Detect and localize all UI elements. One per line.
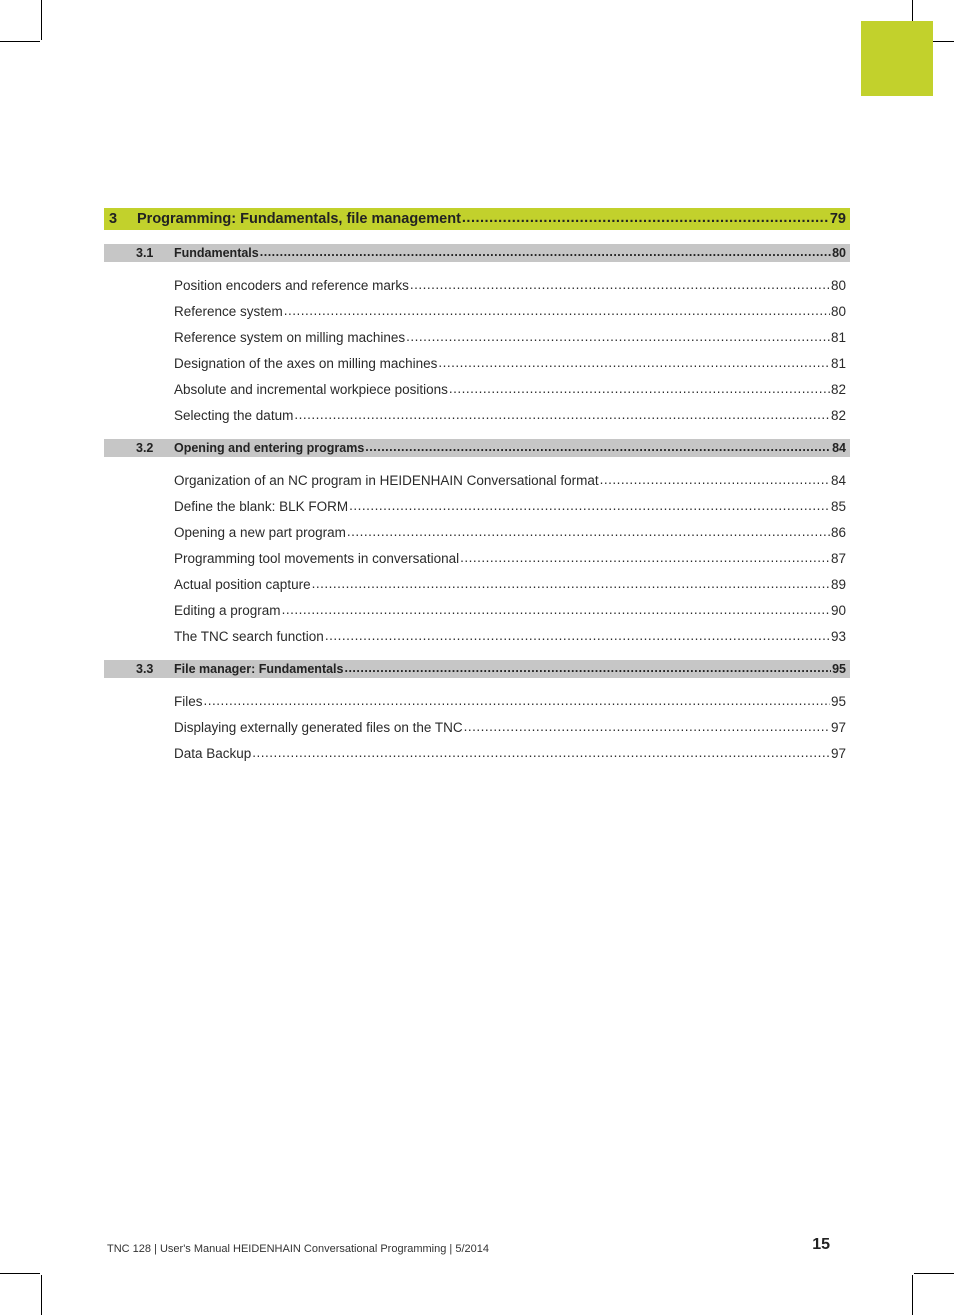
entry-page: 93 bbox=[830, 628, 846, 644]
dot-leader bbox=[252, 745, 830, 760]
entry-title: The TNC search function bbox=[174, 628, 324, 644]
dot-leader bbox=[406, 329, 830, 344]
toc-entry[interactable] bbox=[104, 298, 850, 324]
entry-title: Files bbox=[174, 693, 203, 709]
section-page: 80 bbox=[832, 246, 846, 260]
dot-leader bbox=[344, 661, 831, 675]
entry-title: Programming tool movements in conversational bbox=[174, 550, 460, 566]
crop-mark bbox=[912, 1275, 913, 1315]
entry-title: Data Backup bbox=[174, 745, 252, 761]
entry-title: Selecting the datum bbox=[174, 407, 294, 423]
entry-page: 80 bbox=[830, 277, 846, 293]
toc-entry[interactable] bbox=[104, 376, 850, 402]
dot-leader bbox=[282, 602, 830, 617]
dot-leader bbox=[347, 524, 830, 539]
dot-leader bbox=[365, 440, 831, 454]
toc-entry[interactable] bbox=[104, 350, 850, 376]
entry-page: 82 bbox=[830, 407, 846, 423]
entry-title: Position encoders and reference marks bbox=[174, 277, 409, 293]
entry-title: Reference system on milling machines bbox=[174, 329, 406, 345]
toc-section-heading[interactable] bbox=[104, 244, 850, 262]
dot-leader bbox=[349, 498, 830, 513]
crop-mark bbox=[41, 0, 42, 40]
chapter-page: 79 bbox=[829, 211, 846, 227]
dot-leader bbox=[438, 355, 830, 370]
toc-entry[interactable] bbox=[104, 545, 850, 571]
entry-title: Absolute and incremental workpiece positions bbox=[174, 381, 448, 397]
dot-leader bbox=[204, 693, 830, 708]
dot-leader bbox=[260, 245, 831, 259]
section-title: Fundamentals bbox=[174, 246, 259, 260]
section-number: 3.3 bbox=[136, 662, 154, 676]
toc-entry[interactable] bbox=[104, 623, 850, 649]
dot-leader bbox=[462, 210, 829, 226]
entry-title: Editing a program bbox=[174, 602, 281, 618]
toc-entry[interactable] bbox=[104, 467, 850, 493]
chapter-tab-marker bbox=[861, 21, 933, 96]
section-title: Opening and entering programs bbox=[174, 441, 365, 455]
section-number: 3.1 bbox=[136, 246, 154, 260]
section-page: 84 bbox=[832, 441, 846, 455]
chapter-title: Programming: Fundamentals, file management bbox=[137, 211, 461, 227]
entry-page: 90 bbox=[830, 602, 846, 618]
toc-chapter-heading[interactable] bbox=[104, 208, 850, 230]
entry-page: 97 bbox=[830, 719, 846, 735]
entry-page: 84 bbox=[830, 472, 846, 488]
entry-page: 81 bbox=[830, 329, 846, 345]
toc-entry[interactable] bbox=[104, 571, 850, 597]
dot-leader bbox=[600, 472, 830, 487]
dot-leader bbox=[294, 407, 830, 422]
dot-leader bbox=[460, 550, 830, 565]
crop-mark bbox=[0, 1273, 40, 1274]
entry-title: Opening a new part program bbox=[174, 524, 346, 540]
entry-page: 80 bbox=[830, 303, 846, 319]
dot-leader bbox=[284, 303, 830, 318]
entry-page: 81 bbox=[830, 355, 846, 371]
entry-title: Displaying externally generated files on the TNC bbox=[174, 719, 463, 735]
dot-leader bbox=[410, 277, 830, 292]
crop-mark bbox=[914, 1273, 954, 1274]
footer-text: TNC 128 | User's Manual HEIDENHAIN Conversational Programming | 5/2014 bbox=[107, 1243, 489, 1255]
entry-page: 85 bbox=[830, 498, 846, 514]
entry-page: 86 bbox=[830, 524, 846, 540]
toc-entry[interactable] bbox=[104, 688, 850, 714]
toc-entry[interactable] bbox=[104, 402, 850, 428]
toc-entry[interactable] bbox=[104, 597, 850, 623]
entry-title: Reference system bbox=[174, 303, 283, 319]
entry-title: Actual position capture bbox=[174, 576, 311, 592]
section-title: File manager: Fundamentals bbox=[174, 662, 344, 676]
entry-page: 97 bbox=[830, 745, 846, 761]
section-number: 3.2 bbox=[136, 441, 154, 455]
dot-leader bbox=[312, 576, 830, 591]
chapter-number: 3 bbox=[109, 211, 118, 227]
section-page: 95 bbox=[832, 662, 846, 676]
table-of-contents bbox=[104, 208, 850, 766]
toc-entry[interactable] bbox=[104, 740, 850, 766]
entry-title: Organization of an NC program in HEIDENHAIN Conversational format bbox=[174, 472, 599, 488]
entry-page: 87 bbox=[830, 550, 846, 566]
toc-entry[interactable] bbox=[104, 714, 850, 740]
crop-mark bbox=[41, 1275, 42, 1315]
dot-leader bbox=[449, 381, 830, 396]
entry-page: 95 bbox=[830, 693, 846, 709]
toc-entry[interactable] bbox=[104, 493, 850, 519]
toc-section-heading[interactable] bbox=[104, 439, 850, 457]
entry-title: Define the blank: BLK FORM bbox=[174, 498, 349, 514]
toc-section-heading[interactable] bbox=[104, 660, 850, 678]
entry-page: 89 bbox=[830, 576, 846, 592]
toc-entry[interactable] bbox=[104, 272, 850, 298]
dot-leader bbox=[325, 628, 830, 643]
page-number: 15 bbox=[812, 1236, 830, 1253]
entry-title: Designation of the axes on milling machines bbox=[174, 355, 438, 371]
entry-page: 82 bbox=[830, 381, 846, 397]
toc-entry[interactable] bbox=[104, 519, 850, 545]
toc-entry[interactable] bbox=[104, 324, 850, 350]
dot-leader bbox=[464, 719, 830, 734]
crop-mark bbox=[0, 41, 40, 42]
